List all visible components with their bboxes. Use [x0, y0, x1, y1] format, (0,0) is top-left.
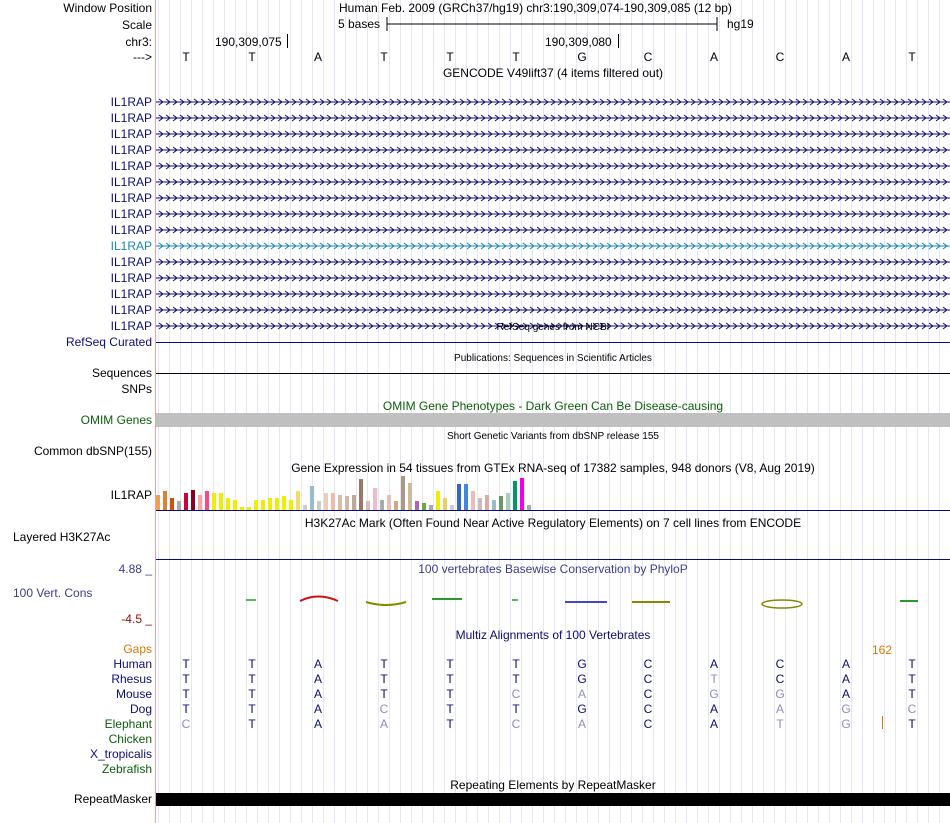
- aligned-base: T: [380, 657, 388, 671]
- gtex-tissue-bar[interactable]: [471, 491, 475, 510]
- phylop-conservation-plot[interactable]: [156, 590, 950, 614]
- aligned-base: C: [511, 717, 521, 731]
- aligned-base: G: [709, 687, 719, 701]
- aligned-base: A: [313, 687, 322, 701]
- publications-track-label[interactable]: Sequences: [91, 366, 152, 380]
- gtex-expression-bars[interactable]: [156, 476, 556, 510]
- aligned-base: A: [313, 717, 322, 731]
- refseq-track-title: RefSeq genes from NCBI: [496, 322, 610, 333]
- aligned-base: C: [775, 657, 785, 671]
- gtex-tissue-bar[interactable]: [485, 495, 489, 510]
- refseq-track-label[interactable]: RefSeq Curated: [65, 335, 152, 349]
- phylop-max-label: 4.88 _: [118, 562, 152, 576]
- transcript-intron-line[interactable]: [156, 209, 950, 219]
- position-tick-2: 190,309,080: [545, 35, 612, 49]
- reference-base: T: [512, 50, 520, 64]
- gene-label-il1rap[interactable]: IL1RAP: [110, 111, 152, 125]
- aligned-base: C: [643, 687, 653, 701]
- transcript-intron-line[interactable]: [156, 177, 950, 187]
- gtex-tissue-bar[interactable]: [338, 495, 342, 510]
- gtex-tissue-bar[interactable]: [254, 500, 258, 510]
- gtex-tissue-bar[interactable]: [191, 490, 195, 510]
- aligned-base: A: [313, 672, 322, 686]
- aligned-base: A: [841, 672, 850, 686]
- gap-marker: [882, 716, 883, 729]
- aligned-base: T: [710, 672, 718, 686]
- gene-label-il1rap[interactable]: IL1RAP: [110, 127, 152, 141]
- publications-track-title: Publications: Sequences in Scientific Articles: [454, 353, 652, 364]
- species-label-elephant[interactable]: Elephant: [104, 717, 152, 731]
- gtex-tissue-bar[interactable]: [478, 498, 482, 510]
- species-label-mouse[interactable]: Mouse: [115, 687, 152, 701]
- gaps-count: 162: [872, 643, 893, 657]
- aligned-base: T: [248, 687, 256, 701]
- chromosome-label: chr3:: [125, 35, 152, 49]
- gtex-tissue-bar[interactable]: [296, 491, 300, 510]
- transcript-intron-line[interactable]: [156, 97, 950, 107]
- gtex-tissue-bar[interactable]: [282, 496, 286, 510]
- position-tick-1-mark: [287, 34, 288, 48]
- gtex-tissue-bar[interactable]: [352, 495, 356, 510]
- gene-label-il1rap[interactable]: IL1RAP: [110, 159, 152, 173]
- species-label-chicken[interactable]: Chicken: [108, 732, 152, 746]
- aligned-base: T: [512, 672, 520, 686]
- aligned-base: C: [643, 657, 653, 671]
- reference-base: T: [446, 50, 454, 64]
- aligned-base: A: [841, 687, 850, 701]
- gtex-tissue-bar[interactable]: [226, 498, 230, 510]
- gtex-tissue-bar[interactable]: [212, 493, 216, 510]
- multiz-track-title: Multiz Alignments of 100 Vertebrates: [455, 628, 651, 642]
- gtex-tissue-bar[interactable]: [401, 476, 405, 510]
- gtex-tissue-bar[interactable]: [492, 500, 496, 510]
- aligned-base: C: [643, 702, 653, 716]
- gtex-tissue-bar[interactable]: [387, 495, 391, 510]
- aligned-base: A: [379, 717, 388, 731]
- aligned-base: A: [313, 657, 322, 671]
- gtex-tissue-bar[interactable]: [219, 493, 223, 510]
- repeatmasker-track-label[interactable]: RepeatMasker: [73, 792, 152, 806]
- track-area[interactable]: [156, 0, 950, 823]
- gtex-tissue-bar[interactable]: [184, 493, 188, 510]
- gtex-tissue-bar[interactable]: [268, 498, 272, 510]
- gtex-tissue-bar[interactable]: [394, 501, 398, 510]
- aligned-base: T: [512, 702, 520, 716]
- gtex-tissue-bar[interactable]: [198, 495, 202, 510]
- aligned-base: T: [512, 657, 520, 671]
- aligned-base: C: [775, 672, 785, 686]
- aligned-base: T: [908, 687, 916, 701]
- reference-base: C: [775, 50, 785, 64]
- species-label-human[interactable]: Human: [113, 657, 152, 671]
- transcript-intron-line[interactable]: [156, 161, 950, 171]
- gaps-label: Gaps: [123, 642, 152, 656]
- gtex-tissue-bar[interactable]: [345, 496, 349, 510]
- aligned-base: T: [446, 672, 454, 686]
- gtex-tissue-bar[interactable]: [443, 498, 447, 510]
- gtex-tissue-bar[interactable]: [317, 501, 321, 510]
- aligned-base: A: [709, 717, 718, 731]
- gtex-tissue-bar[interactable]: [499, 496, 503, 510]
- aligned-base: A: [577, 687, 586, 701]
- gtex-tissue-bar[interactable]: [324, 493, 328, 510]
- scale-text: 5 bases: [338, 17, 381, 31]
- omim-gene-bar[interactable]: [156, 413, 950, 427]
- aligned-base: G: [775, 687, 785, 701]
- gtex-tissue-bar[interactable]: [261, 500, 265, 510]
- gene-label-il1rap[interactable]: IL1RAP: [110, 271, 152, 285]
- aligned-base: C: [643, 717, 653, 731]
- refseq-track-line: [156, 342, 950, 343]
- reference-base: C: [643, 50, 653, 64]
- reference-base: A: [709, 50, 718, 64]
- db-label: hg19: [727, 17, 754, 31]
- phylop-track-label[interactable]: 100 Vert. Cons: [13, 586, 93, 600]
- reference-base: A: [841, 50, 850, 64]
- aligned-base: T: [380, 672, 388, 686]
- repeatmasker-element-bar[interactable]: [156, 793, 950, 806]
- reference-base: T: [182, 50, 190, 64]
- aligned-base: T: [380, 687, 388, 701]
- strand-label: --->: [133, 50, 152, 64]
- aligned-base: T: [446, 717, 454, 731]
- gtex-tissue-bar[interactable]: [359, 479, 363, 510]
- gtex-tissue-bar[interactable]: [177, 501, 181, 510]
- aligned-base: A: [313, 702, 322, 716]
- aligned-base: T: [182, 672, 190, 686]
- aligned-base: T: [182, 702, 190, 716]
- aligned-base: G: [577, 672, 587, 686]
- gtex-tissue-bar[interactable]: [464, 484, 468, 510]
- transcript-intron-line[interactable]: [156, 145, 950, 155]
- aligned-base: T: [248, 717, 256, 731]
- position-tick-1: 190,309,075: [215, 35, 282, 49]
- gene-label-il1rap[interactable]: IL1RAP: [110, 255, 152, 269]
- gtex-tissue-bar[interactable]: [233, 500, 237, 510]
- gtex-tissue-bar[interactable]: [408, 483, 412, 510]
- aligned-base: T: [908, 657, 916, 671]
- gene-label-il1rap[interactable]: IL1RAP: [110, 223, 152, 237]
- phylop-min-label: -4.5 _: [121, 612, 152, 626]
- snps-track-label[interactable]: SNPs: [121, 382, 152, 396]
- dbsnp-track-label[interactable]: Common dbSNP(155): [33, 444, 152, 458]
- scale-bar: [386, 16, 718, 32]
- gencode-track-title: GENCODE V49lift37 (4 items filtered out): [442, 66, 664, 80]
- transcript-intron-line[interactable]: [156, 129, 950, 139]
- track-labels-column: [0, 0, 155, 823]
- transcript-intron-line[interactable]: [156, 193, 950, 203]
- gtex-tissue-bar[interactable]: [275, 498, 279, 510]
- transcript-intron-line[interactable]: [156, 273, 950, 283]
- aligned-base: C: [379, 702, 389, 716]
- aligned-base: C: [181, 717, 191, 731]
- species-label-zebrafish[interactable]: Zebrafish: [101, 762, 152, 776]
- aligned-base: T: [248, 702, 256, 716]
- h3k27ac-track-title: H3K27Ac Mark (Often Found Near Active Regulatory Elements) on 7 cell lines from ENCODE: [304, 516, 802, 530]
- gtex-tissue-bar[interactable]: [331, 493, 335, 510]
- aligned-base: T: [248, 657, 256, 671]
- gtex-tissue-bar[interactable]: [366, 501, 370, 510]
- gtex-tissue-bar[interactable]: [436, 491, 440, 510]
- species-label-rhesus[interactable]: Rhesus: [111, 672, 152, 686]
- reference-base: G: [577, 50, 587, 64]
- gtex-tissue-bar[interactable]: [289, 500, 293, 510]
- window-position-label: Window Position: [63, 1, 152, 15]
- aligned-base: G: [841, 717, 851, 731]
- aligned-base: T: [248, 672, 256, 686]
- gtex-tissue-bar[interactable]: [310, 486, 314, 510]
- transcript-intron-line[interactable]: [156, 289, 950, 299]
- gene-label-il1rap[interactable]: IL1RAP: [110, 143, 152, 157]
- transcript-intron-line[interactable]: [156, 225, 950, 235]
- reference-base: T: [248, 50, 256, 64]
- aligned-base: T: [908, 717, 916, 731]
- gtex-tissue-bar[interactable]: [422, 503, 426, 510]
- publications-track-line: [156, 373, 950, 374]
- aligned-base: T: [446, 702, 454, 716]
- aligned-base: C: [643, 672, 653, 686]
- gtex-tissue-bar[interactable]: [170, 498, 174, 510]
- assembly-position-text: Human Feb. 2009 (GRCh37/hg19) chr3:190,309,074-190,309,085 (12 bp): [339, 1, 732, 15]
- gene-label-il1rap[interactable]: IL1RAP: [110, 175, 152, 189]
- gtex-tissue-bar[interactable]: [520, 478, 524, 510]
- aligned-base: A: [577, 717, 586, 731]
- gtex-track-label[interactable]: IL1RAP: [110, 488, 152, 502]
- transcript-intron-line[interactable]: [156, 113, 950, 123]
- transcript-intron-line[interactable]: [156, 241, 950, 251]
- dbsnp-track-title: Short Genetic Variants from dbSNP release 155: [447, 431, 659, 442]
- aligned-base: T: [446, 687, 454, 701]
- gtex-tissue-bar[interactable]: [205, 491, 209, 510]
- gene-label-il1rap[interactable]: IL1RAP: [110, 303, 152, 317]
- gtex-tissue-bar[interactable]: [156, 495, 160, 510]
- gtex-tissue-bar[interactable]: [163, 491, 167, 510]
- aligned-base: T: [776, 717, 784, 731]
- transcript-intron-line[interactable]: [156, 305, 950, 315]
- aligned-base: G: [577, 657, 587, 671]
- aligned-base: G: [577, 702, 587, 716]
- gtex-track-title: Gene Expression in 54 tissues from GTEx RNA-seq of 17382 samples, 948 donors (V8, Aug 2019): [291, 461, 815, 475]
- gtex-tissue-bar[interactable]: [380, 500, 384, 510]
- aligned-base: T: [182, 687, 190, 701]
- reference-base: A: [313, 50, 322, 64]
- aligned-base: T: [446, 657, 454, 671]
- aligned-base: A: [709, 702, 718, 716]
- aligned-base: A: [775, 702, 784, 716]
- aligned-base: C: [907, 702, 917, 716]
- gene-label-il1rap[interactable]: IL1RAP: [110, 191, 152, 205]
- aligned-base: G: [841, 702, 851, 716]
- omim-track-label[interactable]: OMIM Genes: [80, 413, 152, 427]
- gene-label-il1rap[interactable]: IL1RAP: [110, 95, 152, 109]
- gtex-tissue-bar[interactable]: [513, 481, 517, 510]
- transcript-intron-line[interactable]: [156, 257, 950, 267]
- h3k27ac-track-baseline: [156, 559, 950, 560]
- aligned-base: A: [841, 657, 850, 671]
- gene-label-il1rap[interactable]: IL1RAP: [110, 319, 152, 333]
- gene-label-il1rap[interactable]: IL1RAP: [110, 207, 152, 221]
- gtex-tissue-bar[interactable]: [457, 484, 461, 510]
- reference-base: T: [380, 50, 388, 64]
- gene-label-il1rap[interactable]: IL1RAP: [110, 287, 152, 301]
- gtex-tissue-bar[interactable]: [506, 493, 510, 510]
- aligned-base: T: [908, 672, 916, 686]
- aligned-base: C: [511, 687, 521, 701]
- repeatmasker-track-title: Repeating Elements by RepeatMasker: [450, 778, 656, 792]
- aligned-base: A: [709, 657, 718, 671]
- gene-label-il1rap[interactable]: IL1RAP: [110, 239, 152, 253]
- gtex-tissue-bar[interactable]: [415, 501, 419, 510]
- omim-track-title: OMIM Gene Phenotypes - Dark Green Can Be Disease-causing: [382, 399, 724, 413]
- gtex-tissue-bar[interactable]: [373, 488, 377, 510]
- reference-base: T: [908, 50, 916, 64]
- species-label-dog[interactable]: Dog: [129, 702, 152, 716]
- phylop-track-title: 100 vertebrates Basewise Conservation by PhyloP: [418, 562, 688, 576]
- position-tick-2-mark: [618, 34, 619, 48]
- scale-label: Scale: [121, 18, 152, 32]
- gtex-track-baseline: [156, 510, 950, 511]
- aligned-base: T: [182, 657, 190, 671]
- h3k27ac-track-label[interactable]: Layered H3K27Ac: [13, 530, 111, 544]
- species-label-x_tropicalis[interactable]: X_tropicalis: [89, 747, 152, 761]
